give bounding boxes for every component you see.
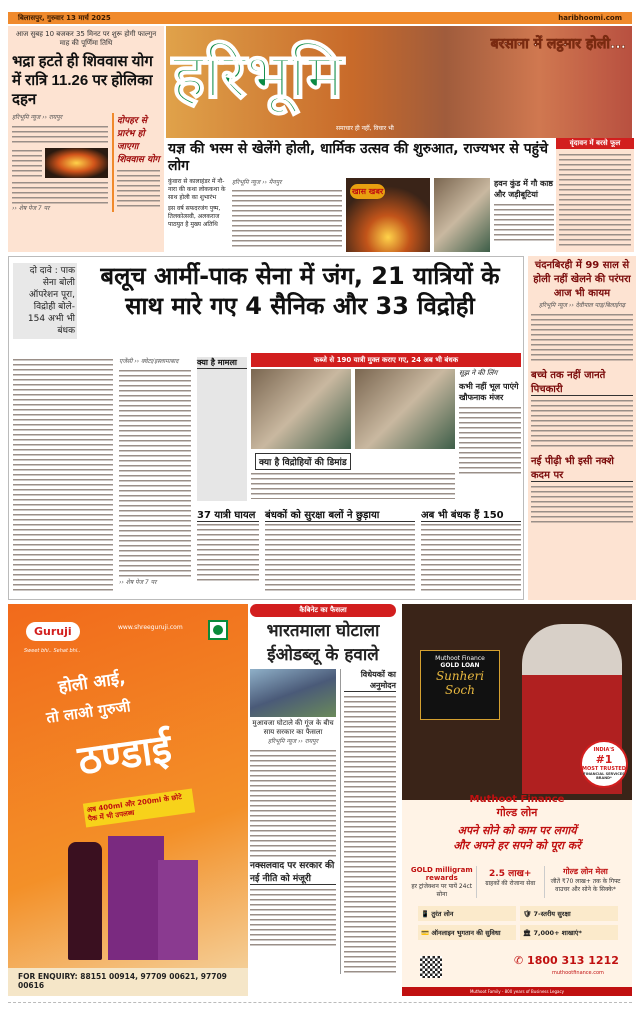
- kicker: आज सुबह 10 बजकर 35 मिनट पर शुरू होगी फाल्गुन माह की पूर्णिमा तिथि: [15, 30, 157, 47]
- body-text: [117, 168, 160, 208]
- box-image: [158, 860, 198, 960]
- logo[interactable]: हरिभूमि: [172, 42, 344, 111]
- side-note: दो दावे : पाक सेना बोली ऑपरेशन पूरा, विद्रोही बोले- 154 अभी भी बंधक: [13, 263, 77, 339]
- special-badge: खास खबर: [350, 184, 385, 199]
- byline: एजेंसी ›› क्वेटा/इस्लामाबाद: [119, 358, 179, 365]
- body-text: [251, 471, 455, 499]
- sub-head: 37 यात्री घायल: [197, 507, 259, 522]
- body-text: [12, 124, 108, 146]
- guruji-ad[interactable]: [8, 604, 248, 996]
- feature-branches: 🏛 7,000+ शाखाएं*: [520, 925, 618, 940]
- body-text: [265, 522, 415, 592]
- brand: Muthoot Finance: [469, 794, 565, 805]
- yagya-headline: यज्ञ की भस्म से खेलेंगे होली, धार्मिक उत्सव की शुरुआत, राज्यभर से पहुंचे लोग: [168, 141, 548, 174]
- byline: हरिभूमि न्यूज ›› मैनपुर: [232, 179, 282, 186]
- yagya-photo: [346, 178, 430, 252]
- feature-instant-loan: 📱 तुरंत लोन: [418, 906, 516, 921]
- sub-head: बंधकों को सुरक्षा बलों ने छुड़ाया: [265, 507, 415, 522]
- pack-info: अब 400ml और 200ml के छोटे पैक में भी उपलब्ध: [83, 788, 195, 827]
- masthead-caption: बरसाना में लट्ठमार होली...: [490, 36, 626, 52]
- red-banner: कब्जे से 190 यात्री मुक्त कराए गए, 24 अब भी बंधक: [251, 353, 521, 367]
- feature-security: 🛡 7-स्तरीय सुरक्षा: [520, 906, 618, 921]
- body-text: [531, 312, 633, 362]
- section-tag: वृंदावन में बरसे फूल: [556, 138, 634, 149]
- slogan: और अपने हर सपने को पूरा करें: [453, 839, 581, 852]
- hostage-photo-1: [251, 369, 351, 449]
- mela-sub: जीतें ₹70 लाख+ तक के गिफ्ट वाउचर और सोने के सिक्के*: [550, 878, 621, 893]
- bottle-image: [68, 842, 102, 960]
- campaign: Sunheri Soch: [435, 669, 485, 697]
- intro-text: [13, 357, 113, 593]
- body-text: [459, 405, 521, 475]
- continued-link[interactable]: ›› शेष पेज 7 पर: [12, 205, 50, 212]
- body-text: [119, 368, 191, 578]
- tagline: समाचार ही नहीं, विचार भी: [336, 125, 394, 132]
- sub-head: बच्चे तक नहीं जानते पिचकारी: [531, 367, 633, 396]
- body-text: [344, 694, 396, 974]
- headline: भद्रा हटते ही शिववास योग में रात्रि 11.26 पर होलिका दहन: [12, 53, 153, 108]
- box-head: सूझ ने की लिंग: [459, 369, 498, 377]
- sub-head: अब भी बंधक हैं 150: [421, 507, 521, 522]
- vrindavan-story: [556, 138, 634, 252]
- ritual-photo: [434, 178, 490, 252]
- brand: Muthoot Finance: [435, 655, 485, 662]
- body-text: [232, 188, 342, 250]
- stat: 2.5 लाख+: [489, 869, 532, 879]
- brand-logo: Guruji: [26, 622, 80, 641]
- holika-story: [8, 26, 164, 252]
- body-text: [250, 748, 336, 858]
- body-text: [559, 152, 631, 248]
- box-head: क्या है विद्रोहियों की डिमांड: [255, 453, 351, 470]
- body-text: [12, 148, 42, 178]
- byline: हरिभूमि न्यूज ›› रायपुर: [267, 738, 319, 745]
- ad-line: होली आई,: [57, 668, 127, 698]
- body-text: [421, 522, 521, 592]
- cabinet-story: [250, 604, 396, 996]
- muthoot-ad[interactable]: [402, 604, 632, 996]
- sub-head: नई पीढ़ी भी इसी नक्शे कदम पर: [531, 453, 633, 482]
- lead-headline: बलूच आर्मी-पाक सेना में जंग, 21 यात्रियों के साथ मारे गए 4 सैनिक और 33 विद्रोही: [100, 262, 500, 320]
- badge-text: FINANCIAL SERVICES BRAND*: [583, 772, 625, 780]
- chandanbirhi-story: [528, 256, 636, 600]
- ad-url: www.shreeguruji.com: [118, 624, 183, 631]
- page-divider: [8, 1002, 632, 1003]
- qr-code[interactable]: [420, 956, 442, 978]
- website[interactable]: haribhoomi.com: [558, 14, 622, 22]
- box-image: [108, 836, 164, 960]
- ad-url: muthootfinance.com: [552, 970, 604, 976]
- ad-footer: Muthoot Family - 800 years of Business Legacy: [402, 987, 632, 996]
- dateline: बिलासपुर, गुरुवार 13 मार्च 2025: [18, 13, 111, 22]
- veg-mark-icon: [208, 620, 228, 640]
- body-text: [250, 887, 336, 947]
- stat-sub: ग्राहकों की रोजाना सेवा: [485, 880, 536, 887]
- body-text: [12, 180, 108, 204]
- masthead: [166, 26, 632, 138]
- mela: गोल्ड लोन मेला: [563, 867, 608, 876]
- bonfire-photo: [45, 148, 108, 178]
- section-tag: कैबिनेट का फैसला: [250, 604, 396, 617]
- sub-head: नक्सलवाद पर सरकार की नई नीति को मंजूरी: [250, 858, 336, 885]
- product-name: ठण्डाई: [75, 725, 175, 785]
- side-head: हवन कुंड में गौ काष्ठ और जड़ीबूटियां: [494, 179, 553, 199]
- sub-head: विधेयकों का अनुमोदन: [344, 669, 396, 692]
- enquiry-numbers: FOR ENQUIRY: 88151 00914, 97709 00621, 97709 00616: [18, 972, 227, 990]
- badge-text: MOST TRUSTED: [582, 766, 626, 772]
- headline: चंदनबिरही में 99 साल से होली नहीं खेलने की परंपरा आज भी कायम: [533, 260, 631, 299]
- hostage-photo-2: [355, 369, 455, 449]
- byline: हरिभूमि न्यूज ›› रायपुर: [12, 114, 63, 121]
- body-text: [531, 484, 633, 524]
- phone-number[interactable]: ✆ 1800 313 1212: [514, 954, 619, 967]
- top-bar: [8, 12, 632, 24]
- slogan: अपने सोने को काम पर लगायें: [457, 824, 577, 837]
- side-head: कभी नहीं भूल पाएंगे खौफनाक मंजर: [459, 382, 519, 402]
- yagya-story: [168, 178, 554, 252]
- feature-online-payment: 💳 ऑनलाइन भुगतान की सुविधा: [418, 925, 516, 940]
- ad-line: तो लाओ गुरुजी: [45, 697, 132, 727]
- rewards-sub: हर ट्रांजेक्शन पर पायें 24ct सोना: [411, 883, 473, 898]
- badge-text: #1: [595, 753, 613, 766]
- side-head: दोपहर से प्रारंभ हो जाएगा शिववास योग: [117, 116, 160, 165]
- rewards: GOLD milligram rewards: [410, 866, 473, 882]
- box-head: क्या है मामला: [197, 357, 247, 369]
- body-text: [197, 522, 259, 582]
- continued-link[interactable]: ›› शेष पेज 7 पर: [119, 579, 157, 586]
- photo-caption: मुआवजा घोटाले की गूंज के बीच साय सरकार का फैसला: [252, 719, 334, 736]
- badge-text: INDIA'S: [593, 747, 615, 753]
- body-text: [531, 398, 633, 448]
- bullet: कुंवारा से कालाहंडर में नौ-नारा की कथा लोककथा के साथ होली का शुभारंभ: [168, 178, 226, 201]
- byline: हरिभूमि न्यूज ›› देवीपाल पाड़/बिलाईगढ़: [538, 302, 626, 309]
- lead-story: [8, 256, 524, 600]
- brand-hindi: गोल्ड लोन: [496, 806, 538, 819]
- headline: भारतमाला घोटाला ईओडब्लू के हवाले: [266, 621, 380, 665]
- highway-photo: [250, 669, 336, 717]
- tagline: Sweet bhi.. Sehat bhi..: [24, 648, 81, 654]
- body-text: [494, 202, 554, 242]
- bullet: इस वर्ष सफदरजंग पुष्प, तिलकोत्सवी, अलकराज पाठयुत है मुख्य अतिथि: [168, 205, 221, 228]
- gold-loan: GOLD LOAN: [440, 662, 480, 669]
